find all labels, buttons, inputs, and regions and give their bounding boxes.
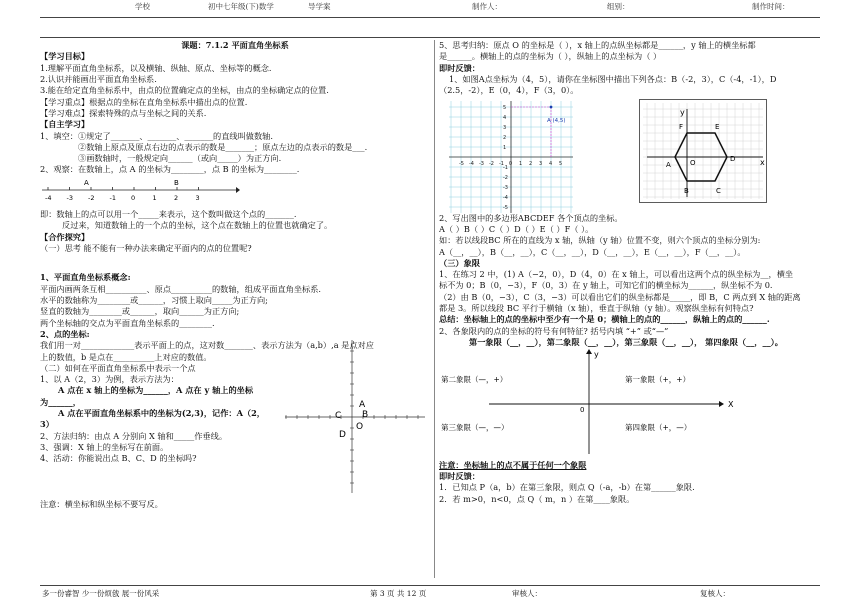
y-label: y: [680, 107, 685, 117]
feedback-2: （2.5，-2），E（0，4），F（3，0）。: [439, 85, 579, 96]
column-divider: [434, 40, 435, 578]
point-b-label: B: [174, 178, 179, 187]
feedback-2-heading: 即时反馈：: [439, 470, 480, 481]
number-line: [40, 176, 240, 206]
tick-label: -5: [503, 204, 508, 211]
goal-2: 2.认识并能画出平面直角坐标系.: [40, 73, 157, 84]
goal-3: 3.能在给定直角坐标系中，由点的位置确定点的坐标，由点的坐标确定点的位置.: [40, 85, 329, 96]
question-2a: A（ ）B（ ）C（ ）D（ ）E（ ）F（ ）。: [439, 223, 594, 234]
fill-3: ③画数轴时，一般规定向______（或向_____）为正方向.: [78, 153, 282, 164]
quadrant-note: 注意：坐标轴上的点不属于任何一个象限: [439, 459, 587, 470]
tick-label: 3: [539, 160, 543, 167]
summary-1: 5、思考归纳：原点 O 的坐标是（ ），x 轴上的点纵坐标都是______，y 轴上的横坐标都: [439, 40, 756, 50]
concept-1: 平面内画两条互相__________、原点__________的数轴，组成平面直角坐标系.: [40, 283, 321, 294]
label-b: B: [362, 410, 369, 421]
label-a: A: [359, 400, 366, 411]
point-a: [550, 105, 553, 108]
point-a-label: A: [84, 178, 89, 187]
coord-4: 1、以 A（2，3）为例，表示方法为：: [40, 374, 179, 385]
vertex-c: C: [716, 186, 721, 195]
tick-label: -3: [503, 184, 508, 191]
x-label: x: [760, 157, 765, 167]
quad-x: X: [728, 400, 734, 410]
tick-label: -1: [109, 193, 116, 202]
footer-page: 第 3 页 共 12 页: [370, 589, 427, 598]
abcd-axes: [280, 335, 430, 495]
fill-2: ②数轴上原点及原点右边的点表示的数是_______；原点左边的点表示的数是___.: [78, 141, 368, 152]
tick-label: 4: [549, 160, 553, 167]
coord-5: A 点在 x 轴上的坐标为______，A 点在 y 轴上的坐标: [58, 385, 254, 396]
quad-y: y: [594, 350, 599, 360]
tick-label: 2: [503, 134, 507, 141]
tick-label: -2: [503, 174, 508, 181]
question-4: 第一象限（__，__），第二象限（__，__），第三象限（__，__）， 第四象限（__，__）。: [469, 337, 783, 347]
tick-label: -4: [503, 194, 508, 201]
tick-label: -2: [88, 193, 95, 202]
footer-review: 复核人：: [700, 589, 730, 598]
coord-1: 我们用一对_____________表示平面上的点，这对数_______、表示方法为（a,b）,a 是点对应: [40, 340, 374, 351]
note-2: 反过来，知道数轴上的一个点的坐标，这个点在数轴上的位置也就确定了。: [62, 220, 333, 231]
tick-label: 2: [529, 160, 533, 167]
note-1: 即：数轴上的点可以用一个_____来表示，这个数叫做这个点的_______.: [40, 209, 297, 220]
quad-origin: 0: [580, 406, 585, 415]
tick-label: 3: [195, 193, 200, 202]
footer-motto: 多一份睿智 少一份烦戗 展一份风采: [42, 589, 160, 598]
coord-10: 3、强调：X 轴上的坐标写在前面。: [40, 442, 169, 452]
question-2c: A（__，__），B（__，__），C（__，__），D（__，__），E（__，__），F（__，__）。: [439, 246, 746, 257]
exercise-2: 2．若 m>0，n<0，点 Q（ m，n ）在第____象限。: [439, 493, 635, 504]
exercise-1: 1．已知点 P（a，b）在第三象限，则点 Q（-a，-b）在第______象限.: [439, 482, 695, 493]
right-column: [439, 40, 829, 505]
footer-rule: [40, 585, 820, 586]
label-o: O: [356, 422, 364, 433]
vertex-b: B: [684, 186, 689, 195]
tick-label: 1: [152, 193, 157, 202]
section-2-heading: 2、点的坐标:: [40, 328, 90, 339]
vertex-a: A: [666, 160, 671, 169]
question-3: 2、各象限内的点的坐标的符号有何特征? 括号内填 “+” 或“—”: [439, 325, 669, 336]
goal-1: 1.理解平面直角坐标系，以及横轴、纵轴、原点、坐标等的概念.: [40, 62, 272, 73]
tick-label: -1: [503, 164, 508, 171]
goals-heading: 【学习目标】: [40, 51, 90, 62]
header-school: 学校: [135, 2, 150, 11]
self-study-heading: 【自主学习】: [40, 119, 90, 130]
summary-2: 是______。横轴上的点的坐标为（ ），纵轴上的点坐标为（ ）: [439, 51, 662, 62]
tick-label: 1: [519, 160, 523, 167]
quadrant-2: 第二象限（—，+）: [441, 375, 508, 385]
tick-label: -1: [499, 160, 504, 167]
vertex-f: F: [679, 122, 684, 131]
header-doc: 导学案: [308, 2, 331, 11]
quadrant-heading: （三）象限: [439, 257, 480, 268]
concept-4: 两个坐标轴的交点为平面直角坐标系的________.: [40, 317, 215, 328]
origin-label: O: [690, 158, 696, 167]
grid-plot: [449, 101, 579, 213]
tick-label: 0: [509, 160, 513, 167]
coord-3: （二）如何在平面直角坐标系中表示一个点: [40, 362, 196, 373]
header-course: 初中七年级(下)数学: [208, 2, 274, 11]
think: （一）思考 能不能有一种办法来确定平面内的点的位置呢?: [40, 243, 252, 253]
concept-2: 水平的数轴称为________或______，习惯上取向_____为正方向;: [40, 294, 268, 305]
practice-1: 1、在练习 2 中，(1) A（−2，0），D（4，0）在 x 轴上，可以看出这两个点的纵坐标为__，横坐: [439, 269, 794, 280]
coord-8: 3）: [40, 419, 54, 430]
practice-2: 标不为 0；B（0，−3），F（0，3）在 y 轴上，可知它们的横坐标为______，纵坐标不为 0.: [439, 280, 773, 291]
feedback-1: 1、如图A点坐标为（4，5），请你在坐标图中描出下列各点：B（-2，3），C（-4，-1），D: [449, 73, 777, 84]
page-header: [40, 2, 820, 16]
tick-label: 4: [503, 114, 507, 121]
question-2: 2、写出图中的多边形ABCDEF 各个顶点的坐标。: [439, 212, 623, 223]
tick-label: -4: [45, 193, 52, 202]
tick-label: 5: [559, 160, 563, 167]
tick-label: 3: [503, 124, 507, 131]
hexagon-plot: [639, 99, 767, 203]
vertex-e: E: [715, 122, 720, 131]
left-column: [40, 40, 430, 510]
tick-label: -3: [66, 193, 73, 202]
coord-9: 2、方法归纳：由点 A 分别向 X 轴和_____作垂线。: [40, 430, 228, 441]
key-point: 【学习重点】根据点的坐标在直角坐标系中描出点的位置.: [40, 96, 248, 107]
vertex-d: D: [730, 154, 736, 163]
lesson-title: 课题：7.1.2 平面直角坐标系: [181, 40, 289, 50]
tick-label: -2: [489, 160, 494, 167]
question-2b: 如：若以线段BC 所在的直线为 x 轴，纵轴（y 轴）位置不变，则六个顶点的坐标分别为:: [439, 235, 761, 246]
header-date: 制作时间：: [752, 2, 790, 11]
tick-label: 5: [503, 104, 507, 111]
label-c: C: [335, 411, 342, 422]
observe: 2、观察：在数轴上，点 A 的坐标为________，点 B 的坐标为________.: [40, 164, 300, 175]
header-rule: [40, 17, 820, 18]
note-3: 注意：横坐标和纵坐标不要写反。: [40, 498, 163, 509]
header-author: 制作人：: [472, 2, 502, 11]
tick-label: -3: [479, 160, 484, 167]
coord-2: 上的数值，b 是点在__________上对应的数值。: [40, 351, 212, 362]
header-group: 组别：: [607, 2, 630, 11]
practice-4: 都是 3。所以线段 BC 平行于横轴（x 轴），垂直于纵轴（y 轴）。观察纵坐标有何特点?: [439, 303, 754, 314]
tick-label: -4: [469, 160, 474, 167]
point-a-label: A (4,5): [547, 117, 566, 124]
tick-label: 2: [174, 193, 179, 202]
coop-heading: 【合作探究】: [40, 231, 90, 242]
difficulty: 【学习难点】探索特殊的点与坐标之间的关系.: [40, 107, 207, 118]
section-1-heading: 1、平面直角坐标系概念:: [40, 272, 131, 283]
coord-6: 为______，: [40, 396, 81, 407]
coord-11: 4、活动：你能说出点 B、C、D 的坐标吗?: [40, 453, 197, 464]
quadrant-4: 第四象限（+，—）: [625, 423, 692, 433]
header-rule-2: [40, 37, 820, 38]
feedback-heading: 即时反馈：: [439, 62, 480, 73]
quadrant-3: 第三象限（—，—）: [441, 423, 509, 433]
footer-check: 审核人：: [512, 589, 542, 598]
coord-7: A 点在平面直角坐标系中的坐标为(2,3)，记作：A（2，: [58, 408, 265, 419]
label-d: D: [339, 430, 346, 441]
practice-3: （2）由 B（0，−3），C（3，−3）可以看出它们的纵坐标都是_____，即 B，C 两点到 X 轴的距离: [439, 291, 801, 302]
tick-label: 1: [503, 144, 507, 151]
summary: 总结：坐标轴上的点的坐标中至少有一个是 0；横轴上的点的______，纵轴上的点的______.: [439, 314, 770, 325]
fill-1: 1、填空：①规定了_______、_______、_______的直线叫做数轴.: [40, 130, 273, 141]
quadrant-diagram: [439, 348, 829, 456]
quadrant-1: 第一象限（+，+）: [625, 375, 691, 385]
concept-3: 竖直的数轴为________或______，取向______为正方向;: [40, 306, 240, 317]
tick-label: 0: [131, 193, 136, 202]
tick-label: -5: [459, 160, 464, 167]
